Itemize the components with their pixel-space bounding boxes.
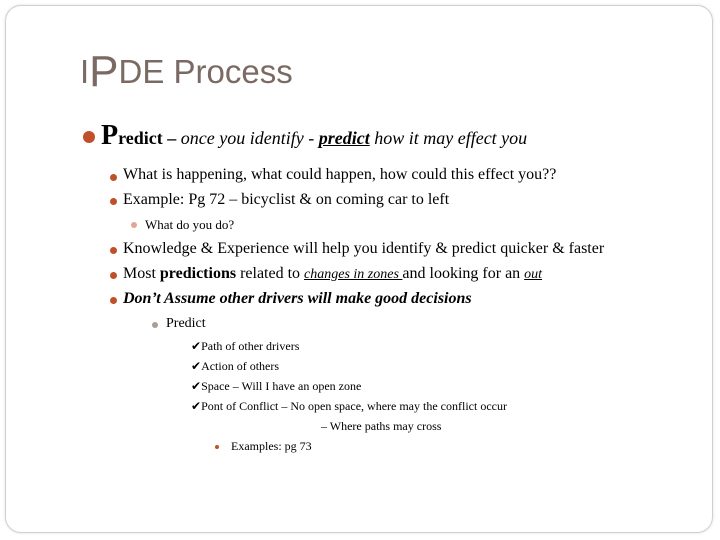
heading-tail: how it may effect you (369, 128, 528, 148)
bullet-dot (215, 445, 219, 449)
check-continuation: – Where paths may cross (321, 419, 442, 433)
bullet-dot (110, 297, 117, 304)
changes-in-zones-link[interactable]: changes in zones (304, 267, 403, 282)
bullet-dot (110, 198, 117, 205)
title-prefix: I (80, 53, 90, 90)
bullet-what-is-happening: What is happening, what could happen, how could this effect you?? (123, 166, 557, 183)
bullet-dot (152, 322, 158, 328)
bullet-dot (110, 247, 117, 254)
heading-intro: once you identify - (180, 128, 319, 148)
out-link[interactable]: out (524, 267, 543, 282)
check-icon: ✔ (191, 399, 202, 413)
check-text: Pont of Conflict – No open space, where may the conflict occur (201, 399, 507, 413)
bullet-what-do-you-do: What do you do? (145, 217, 235, 232)
heading-cap: P (101, 120, 119, 151)
bullet-dot (83, 131, 95, 143)
bullet-knowledge: Knowledge & Experience will help you identify & predict quicker & faster (123, 240, 605, 257)
check-icon: ✔ (191, 359, 202, 373)
check-text: Action of others (201, 359, 280, 373)
check-item-path (191, 339, 299, 354)
predictions-mid2: and looking for an (402, 265, 525, 282)
examples-line: Examples: pg 73 (231, 439, 312, 453)
check-item-action (191, 359, 279, 374)
check-icon: ✔ (191, 379, 202, 393)
predict-heading (101, 120, 527, 152)
bullet-predictions (123, 265, 542, 283)
check-item-space (191, 379, 361, 394)
bullet-dot (131, 222, 137, 228)
bullet-dot (110, 174, 117, 181)
check-item-conflict (191, 399, 507, 414)
bullet-example: Example: Pg 72 – bicyclist & on coming car to left (123, 191, 450, 208)
title-suffix: DE Process (118, 53, 293, 90)
slide-title (80, 47, 293, 96)
check-text: Space – Will I have an open zone (201, 379, 362, 393)
heading-rest: redict – (118, 128, 181, 148)
predictions-mid: related to (236, 265, 305, 282)
bullet-dont-assume: Don’t Assume other drivers will make good decisions (123, 290, 472, 307)
check-text: Path of other drivers (201, 339, 300, 353)
heading-keyword: predict (318, 128, 370, 148)
predictions-bold: predictions (159, 265, 237, 282)
bullet-dot (110, 272, 117, 279)
check-icon: ✔ (191, 339, 202, 353)
predictions-pre: Most (123, 265, 160, 282)
predict-label: Predict (166, 316, 206, 331)
title-big-letter: P (89, 47, 119, 96)
